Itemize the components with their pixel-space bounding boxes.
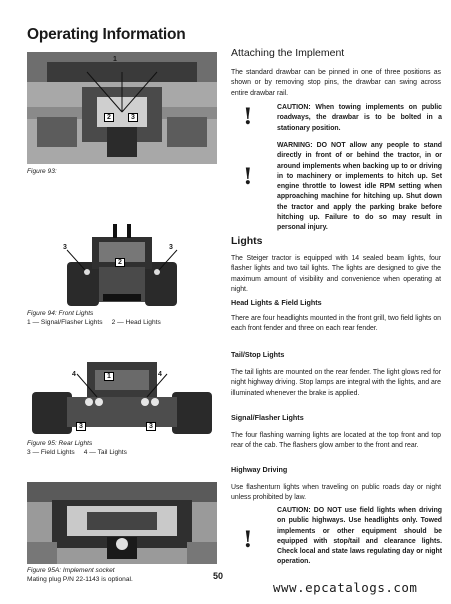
callout-3: 3 <box>146 422 156 431</box>
paragraph: Use flashenturn lights when traveling on public roads day or night unless prohibited by law. <box>231 484 441 502</box>
figure-94-caption: Figure 94: Front Lights <box>27 310 94 317</box>
callout-2: 2 <box>104 113 114 122</box>
paragraph: The four flashing warning lights are located at the top front and top rear of the cab. The flashers glow amber to the front and rear. <box>231 432 441 450</box>
callout-3: 3 <box>128 113 138 122</box>
figure-95a-legend: Mating plug P/N 22-1143 is optional. <box>27 576 133 583</box>
figure-95-photo <box>27 352 217 436</box>
figure-95a-photo <box>27 482 217 564</box>
paragraph: The tail lights are mounted on the rear fender. The light glows red for night highway driving. Stop lamps are integral with the lights, and are illuminated whenever the brake is applied. <box>231 369 441 397</box>
callout-2: 2 <box>115 258 125 267</box>
callout-1: 1 <box>104 372 114 381</box>
callout-1: 1 <box>113 56 117 63</box>
subsection-heading: Signal/Flasher Lights <box>231 413 304 422</box>
paragraph: The Steiger tractor is equipped with 14 sealed beam lights, four flasher lights and two tail lights. The lights are designed to give the maximum amount of visibility and convenience when operating at night. <box>231 255 441 293</box>
figure-93-photo <box>27 52 217 164</box>
subsection-heading: Highway Driving <box>231 465 288 474</box>
figure-94-legend: 1 — Signal/Flasher Lights 2 — Head Lights <box>27 319 161 326</box>
watermark: www.epcatalogs.com <box>273 580 418 595</box>
page-title: Operating Information <box>27 26 186 43</box>
caution-text: CAUTION: When towing implements on public roadways, the drawbar is to be bolted in a stationary position. <box>277 104 442 132</box>
callout-3: 3 <box>76 422 86 431</box>
warning-icon: ! <box>243 164 253 190</box>
paragraph: The standard drawbar can be pinned in one of three positions as shown or by removing stop pins, the drawbar can swing across entire drawbar rail. <box>231 69 441 97</box>
figure-95-legend: 3 — Field Lights 4 — Tail Lights <box>27 449 127 456</box>
callout-4: 4 <box>72 371 76 378</box>
warning-icon: ! <box>243 104 253 130</box>
warning-icon: ! <box>243 527 253 553</box>
section-heading: Lights <box>231 235 263 247</box>
callout-4: 4 <box>158 371 162 378</box>
warning-text: WARNING: DO NOT allow any people to stand directly in front of or behind the tractor, in or around implements when backing up to or driving in to machinery or implements to hitch up. Set engine throttle to lowest idle RPM setting when approaching machine for hitching up. Shut down the tractor and apply the parking brake before hitching up. Failure to do so may result in personal injury. <box>277 142 442 232</box>
caution-text: CAUTION: DO NOT use field lights when driving on public highways. Use headlights only. Towed implements or other equipment should be equipped with stop/tail and clearance lights. Check local and state laws regulating day or night operation. <box>277 507 442 566</box>
figure-93-caption: Figure 93: <box>27 168 57 175</box>
section-heading: Attaching the Implement <box>231 47 345 59</box>
callout-3: 3 <box>63 244 67 251</box>
page-number: 50 <box>213 571 224 581</box>
callout-3: 3 <box>169 244 173 251</box>
figure-95a-caption: Figure 95A: Implement socket <box>27 567 115 574</box>
figure-95-caption: Figure 95: Rear Lights <box>27 440 93 447</box>
subsection-heading: Head Lights & Field Lights <box>231 298 322 307</box>
paragraph: There are four headlights mounted in the front grill, two field lights on each front fender and three on each rear fender. <box>231 315 441 333</box>
subsection-heading: Tail/Stop Lights <box>231 350 285 359</box>
